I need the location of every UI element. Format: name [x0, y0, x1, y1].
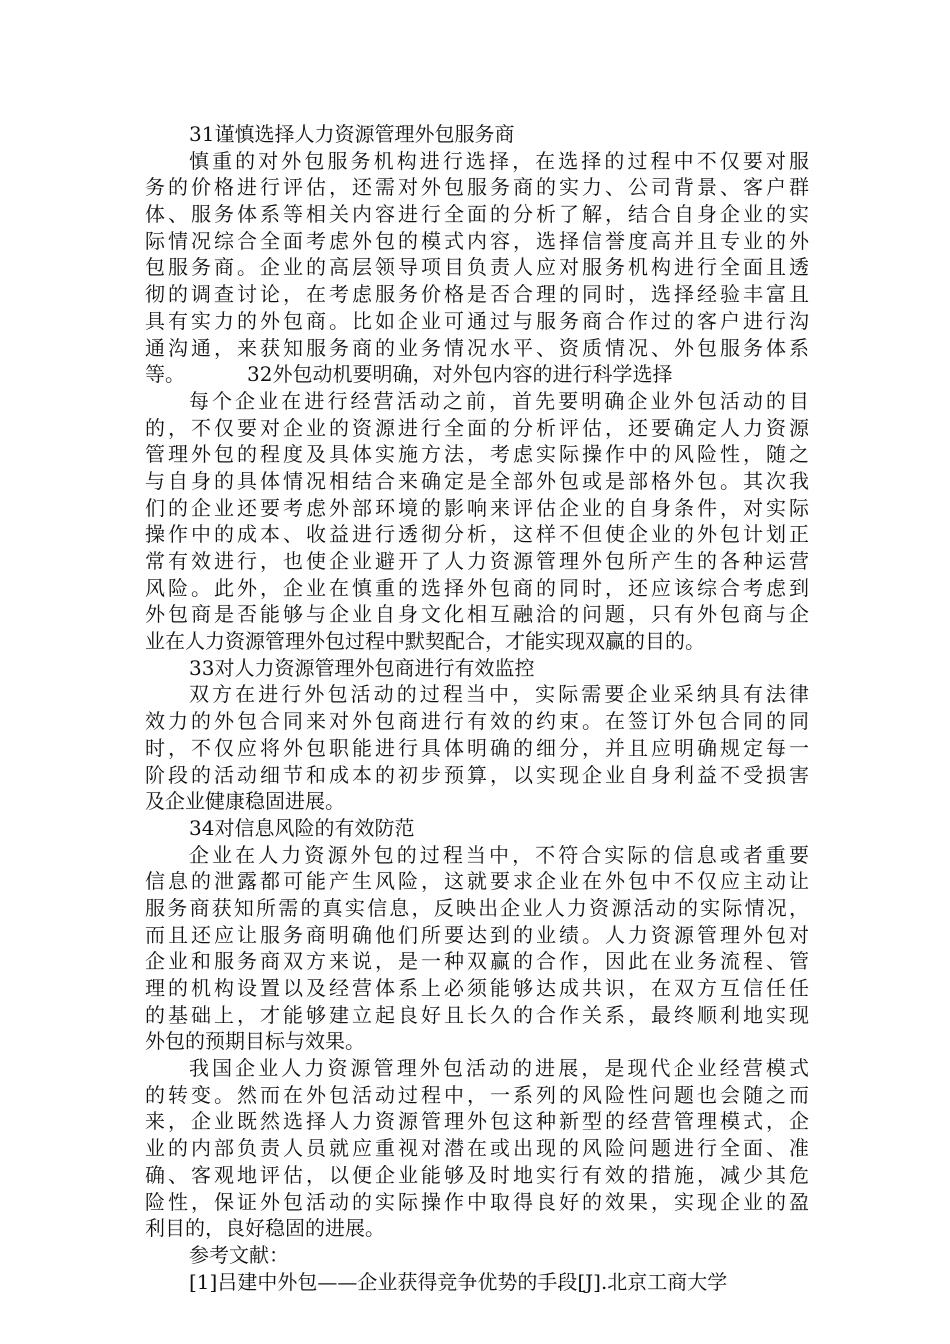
- paragraph-line: [145, 628, 809, 655]
- section-heading: [145, 121, 809, 148]
- paragraph-line: [145, 1215, 809, 1242]
- paragraph-line: [145, 148, 809, 175]
- paragraph-line: [145, 1162, 809, 1189]
- line-text: 33对人力资源管理外包商进行有效监控: [189, 655, 535, 680]
- paragraph-line: [145, 1135, 809, 1162]
- line-text: [1]吕建中外包——企业获得竞争优势的手段[J].北京工商大学: [189, 1269, 728, 1294]
- paragraph-line: [145, 1082, 809, 1109]
- paragraph-line: [145, 174, 809, 201]
- section-heading: [145, 1242, 809, 1269]
- paragraph-line: [145, 788, 809, 815]
- paragraph-line: [145, 281, 809, 308]
- section-heading: [145, 655, 809, 682]
- line-text: 来，企业既然选择人力资源管理外包这种新型的经营管理模式，企: [145, 1109, 809, 1134]
- line-text: 我国企业人力资源管理外包活动的进展，是现代企业经营模式: [189, 1056, 809, 1081]
- paragraph-line: [145, 922, 809, 949]
- line-text: 双方在进行外包活动的过程当中，实际需要企业采纳具有法律: [189, 682, 809, 707]
- document-body: [145, 121, 809, 1295]
- line-text: 体、服务体系等相关内容进行全面的分析了解，结合自身企业的实: [145, 202, 809, 227]
- paragraph-line: [145, 1189, 809, 1216]
- paragraph-line: [145, 308, 809, 335]
- paragraph-line: [145, 601, 809, 628]
- paragraph-line: [145, 361, 809, 388]
- section-heading: [145, 815, 809, 842]
- paragraph-line: [145, 335, 809, 362]
- line-text: 企业和服务商双方来说，是一种双赢的合作，因此在业务流程、管: [145, 949, 809, 974]
- paragraph-line: [145, 1002, 809, 1029]
- line-text: 包服务商。企业的高层领导项目负责人应对服务机构进行全面且透: [145, 255, 809, 280]
- line-text: 参考文献：: [189, 1242, 289, 1267]
- line-text: 操作中的成本、收益进行透彻分析，这样不但使企业的外包计划正: [145, 522, 809, 547]
- line-text: 及企业健康稳固进展。: [145, 789, 345, 814]
- inline-section-heading: 32外包动机要明确，对外包内容的进行科学选择: [247, 362, 673, 387]
- paragraph-line: [145, 868, 809, 895]
- paragraph-line: [145, 762, 809, 789]
- paragraph-line: [145, 388, 809, 415]
- paragraph-line: [145, 975, 809, 1002]
- line-text: 的，不仅要对企业的资源进行全面的分析评估，还要确定人力资源: [145, 415, 809, 440]
- line-text: 业的内部负责人员就应重视对潜在或出现的风险问题进行全面、准: [145, 1136, 809, 1161]
- line-text: 险性，保证外包活动的实际操作中取得良好的效果，实现企业的盈: [145, 1189, 809, 1214]
- paragraph-line: [145, 521, 809, 548]
- paragraph-line: [145, 495, 809, 522]
- paragraph-line: [145, 708, 809, 735]
- paragraph-line: [145, 948, 809, 975]
- line-text: 的基础上，才能够建立起良好且长久的合作关系，最终顺利地实现: [145, 1002, 809, 1027]
- line-text: 每个企业在进行经营活动之前，首先要明确企业外包活动的目: [189, 388, 809, 413]
- line-text: 时，不仅应将外包职能进行具体明确的细分，并且应明确规定每一: [145, 735, 809, 760]
- line-text: 常有效进行，也使企业避开了人力资源管理外包所产生的各种运营: [145, 549, 809, 573]
- paragraph-line: [145, 548, 809, 575]
- paragraph-line: [145, 254, 809, 281]
- paragraph-line: [145, 1028, 809, 1055]
- line-text: 理的机构设置以及经营体系上必须能够达成共识，在双方互信任任: [145, 976, 809, 1000]
- line-text: 阶段的活动细节和成本的初步预算，以实现企业自身利益不受损害: [145, 762, 809, 787]
- line-text: 际情况综合全面考虑外包的模式内容，选择信誉度高并且专业的外: [145, 228, 809, 253]
- paragraph-line: [145, 1055, 809, 1082]
- line-text: 31谨慎选择人力资源管理外包服务商: [189, 122, 515, 146]
- line-text: 通沟通，来获知服务商的业务情况水平、资质情况、外包服务体系: [145, 335, 809, 360]
- paragraph-line: [145, 575, 809, 602]
- line-text: 信息的泄露都可能产生风险，这就要求企业在外包中不仅应主动让: [145, 869, 809, 894]
- paragraph-line: [145, 1108, 809, 1135]
- line-text: 利目的，良好稳固的进展。: [145, 1216, 385, 1241]
- line-text: 外包的预期目标与效果。: [145, 1029, 365, 1054]
- paragraph-line: [145, 895, 809, 922]
- line-text: 而且还应让服务商明确他们所要达到的业绩。人力资源管理外包对: [145, 922, 809, 947]
- line-text: 服务商获知所需的真实信息，反映出企业人力资源活动的实际情况，: [145, 895, 809, 920]
- paragraph-line: [145, 735, 809, 762]
- paragraph-line: [145, 415, 809, 442]
- line-text: 等。: [145, 362, 185, 387]
- line-text: 确、客观地评估，以便企业能够及时地实行有效的措施，减少其危: [145, 1162, 809, 1187]
- line-text: 业在人力资源管理外包过程中默契配合，才能实现双赢的目的。: [145, 629, 705, 654]
- line-text: 们的企业还要考虑外部环境的影响来评估企业的自身条件，对实际: [145, 495, 809, 520]
- line-text: 的转变。然而在外包活动过程中，一系列的风险性问题也会随之而: [145, 1082, 809, 1107]
- line-text: 务的价格进行评估，还需对外包服务商的实力、公司背景、客户群: [145, 175, 809, 200]
- line-text: 与自身的具体情况相结合来确定是全部外包或是部格外包。其次我: [145, 468, 809, 493]
- line-text: 彻的调查讨论，在考虑服务价格是否合理的同时，选择经验丰富且: [145, 282, 809, 307]
- line-text: 管理外包的程度及具体实施方法，考虑实际操作中的风险性，随之: [145, 442, 809, 467]
- paragraph-line: [145, 228, 809, 255]
- paragraph-line: [145, 681, 809, 708]
- line-text: 效力的外包合同来对外包商进行有效的约束。在签订外包合同的同: [145, 709, 809, 734]
- paragraph-line: [145, 201, 809, 228]
- line-text: 企业在人力资源外包的过程当中，不符合实际的信息或者重要: [189, 842, 809, 867]
- paragraph-line: [145, 842, 809, 869]
- section-heading: [145, 1269, 809, 1296]
- line-text: 风险。此外，企业在慎重的选择外包商的同时，还应该综合考虑到: [145, 575, 809, 600]
- line-text: 外包商是否能够与企业自身文化相互融洽的问题，只有外包商与企: [145, 602, 809, 627]
- paragraph-line: [145, 468, 809, 495]
- line-text: 具有实力的外包商。比如企业可通过与服务商合作过的客户进行沟: [145, 308, 809, 333]
- paragraph-line: [145, 441, 809, 468]
- line-text: 34对信息风险的有效防范: [189, 815, 415, 840]
- line-text: 慎重的对外包服务机构进行选择，在选择的过程中不仅要对服: [189, 148, 809, 173]
